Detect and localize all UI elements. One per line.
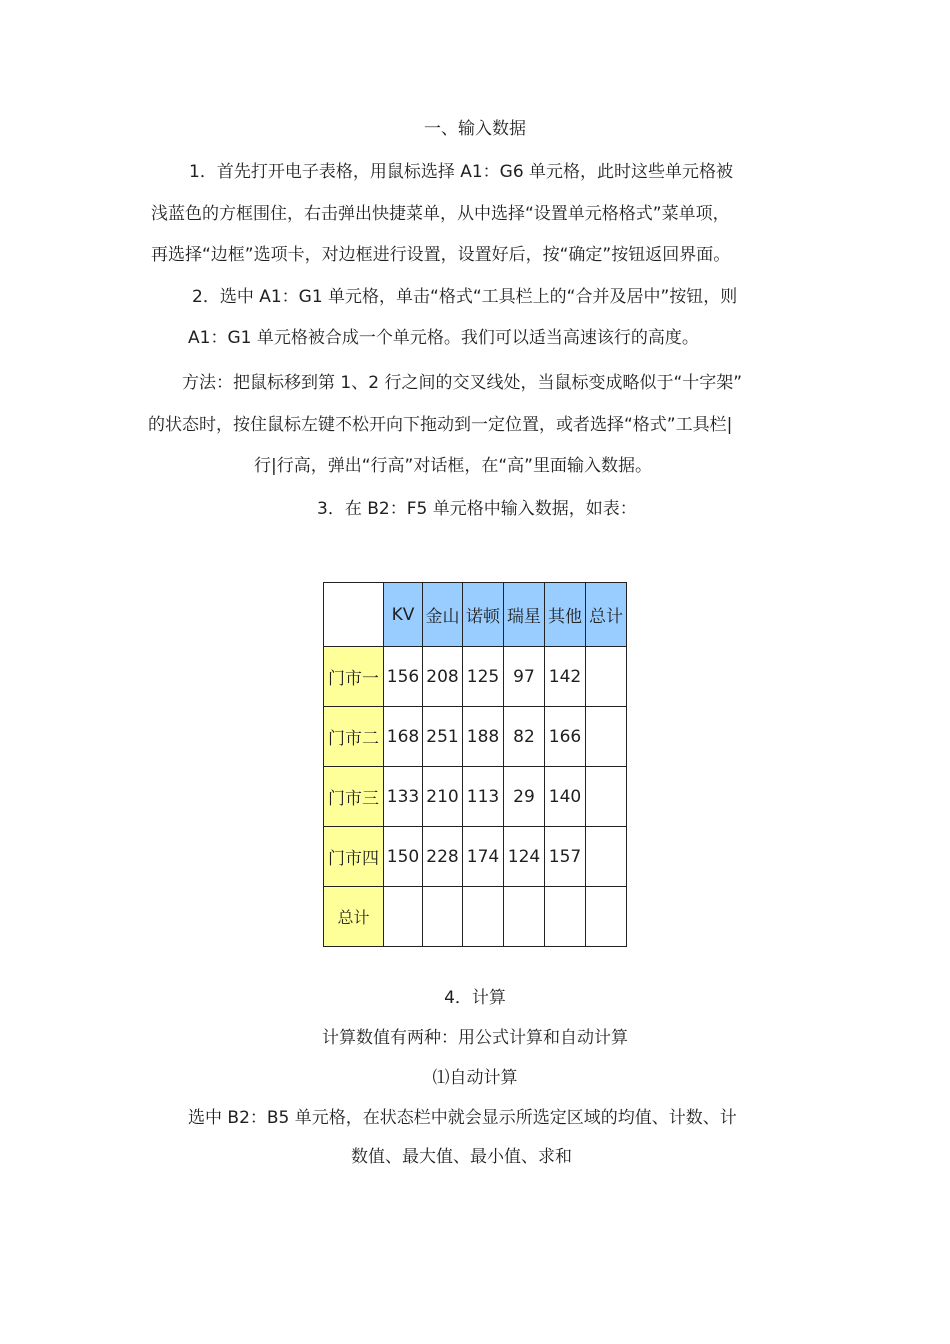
table-cell: 228 xyxy=(423,827,463,887)
table-cell: 150 xyxy=(384,827,423,887)
row-header-cell: 总计 xyxy=(324,887,384,947)
table-cell xyxy=(586,887,627,947)
table-cell xyxy=(504,887,545,947)
section4-para-line2: 数值、最大值、最小值、求和 xyxy=(351,1147,572,1167)
row-header-cell: 门市二 xyxy=(324,707,384,767)
table-cell xyxy=(586,827,627,887)
table-cell xyxy=(545,887,586,947)
header-cell: 瑞星 xyxy=(504,583,545,647)
table-cell: 156 xyxy=(384,647,423,707)
table-cell: 133 xyxy=(384,767,423,827)
table-cell xyxy=(423,887,463,947)
para3-line3: 行|行高，弹出“行高”对话框，在“高”里面输入数据。 xyxy=(254,456,652,476)
table-cell: 174 xyxy=(463,827,504,887)
section4-para-line1: 选中 B2：B5 单元格，在状态栏中就会显示所选定区域的均值、计数、计 xyxy=(188,1108,737,1128)
table-cell: 113 xyxy=(463,767,504,827)
table-cell: 188 xyxy=(463,707,504,767)
para3-line2: 的状态时，按住鼠标左键不松开向下拖动到一定位置，或者选择“格式”工具栏| xyxy=(148,415,733,435)
table-cell: 157 xyxy=(545,827,586,887)
table-cell: 142 xyxy=(545,647,586,707)
table-cell: 168 xyxy=(384,707,423,767)
header-cell: 总计 xyxy=(586,583,627,647)
table-cell: 140 xyxy=(545,767,586,827)
header-cell: 其他 xyxy=(545,583,586,647)
section4-title: 4．计算 xyxy=(444,988,506,1008)
section4-auto-heading: ⑴自动计算 xyxy=(432,1068,518,1088)
table-row xyxy=(324,827,627,887)
row-header-cell: 门市一 xyxy=(324,647,384,707)
table-cell: 251 xyxy=(423,707,463,767)
table-cell: 166 xyxy=(545,707,586,767)
table-row xyxy=(324,767,627,827)
table-cell: 124 xyxy=(504,827,545,887)
table-cell: 208 xyxy=(423,647,463,707)
table-cell xyxy=(463,887,504,947)
header-cell: 金山 xyxy=(423,583,463,647)
table-cell: 210 xyxy=(423,767,463,827)
para1-line1: 1．首先打开电子表格，用鼠标选择 A1：G6 单元格，此时这些单元格被 xyxy=(189,162,734,182)
para1-line2: 浅蓝色的方框围住，右击弹出快捷菜单，从中选择“设置单元格格式”菜单项， xyxy=(151,204,730,224)
para4-line: 3．在 B2：F5 单元格中输入数据，如表： xyxy=(317,499,637,519)
table-cell xyxy=(586,707,627,767)
table-row xyxy=(324,647,627,707)
table-corner-cell xyxy=(324,583,384,647)
para2-line2: A1：G1 单元格被合成一个单元格。我们可以适当高速该行的高度。 xyxy=(188,328,699,348)
section-title: 一、输入数据 xyxy=(424,119,526,139)
table-cell xyxy=(586,767,627,827)
table-row xyxy=(324,887,627,947)
table-cell: 29 xyxy=(504,767,545,827)
table-cell: 82 xyxy=(504,707,545,767)
section4-subtitle: 计算数值有两种：用公式计算和自动计算 xyxy=(322,1028,628,1048)
table-row xyxy=(324,707,627,767)
table-header-row xyxy=(324,583,627,647)
table-cell xyxy=(586,647,627,707)
para2-line1: 2．选中 A1：G1 单元格，单击“格式“工具栏上的“合并及居中”按钮，则 xyxy=(192,287,738,307)
table-cell: 125 xyxy=(463,647,504,707)
para3-line1: 方法：把鼠标移到第 1、2 行之间的交叉线处，当鼠标变成略似于“十字架” xyxy=(182,373,743,393)
header-cell: 诺顿 xyxy=(463,583,504,647)
table-cell xyxy=(384,887,423,947)
row-header-cell: 门市三 xyxy=(324,767,384,827)
header-cell: KV xyxy=(384,583,423,647)
table-cell: 97 xyxy=(504,647,545,707)
row-header-cell: 门市四 xyxy=(324,827,384,887)
para1-line3: 再选择“边框”选项卡，对边框进行设置，设置好后，按“确定”按钮返回界面。 xyxy=(151,245,731,265)
sales-table xyxy=(323,582,627,947)
